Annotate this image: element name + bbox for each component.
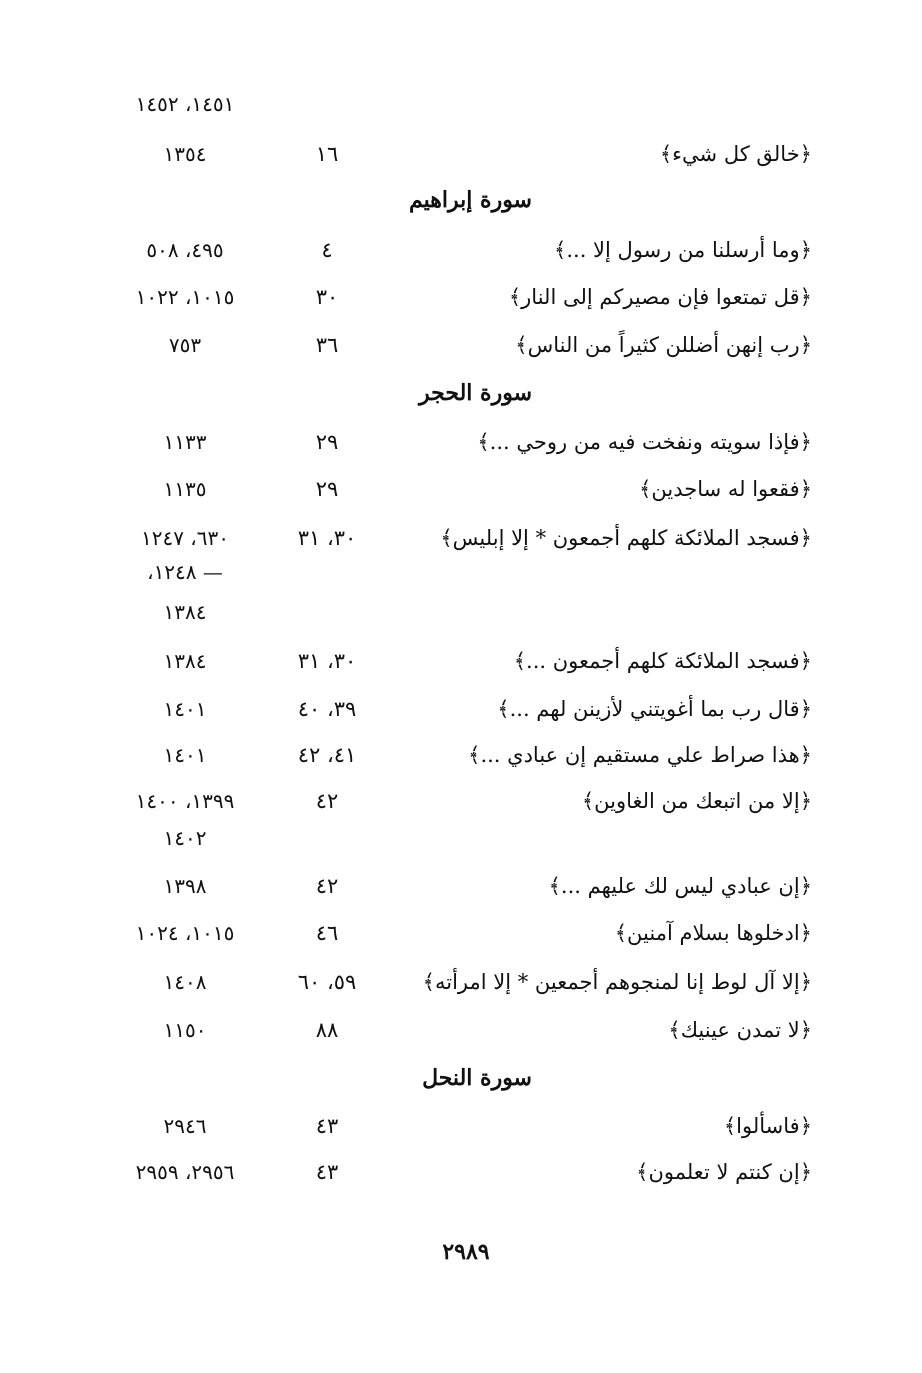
ayah-number: ٤١، ٤٢ [297,743,357,767]
page-refs: ١٣٨٤ [163,600,207,624]
page-refs: ١٤٥١، ١٤٥٢ [135,92,235,116]
ayah-number: ٤٣ [315,1160,339,1184]
page-refs: ١١٥٠ [163,1018,207,1042]
verse-text: ﴿إلا آل لوط إنا لمنجوهم أجمعين * إلا امرأته﴾ [422,970,812,994]
index-row [0,913,922,953]
ayah-number: ٤٢ [315,874,339,898]
page-refs: ١٠١٥، ١٠٢٢ [135,285,235,309]
page-refs: ٢٩٤٦ [163,1114,207,1138]
index-row [0,781,922,821]
verse-text: ﴿إلا من اتبعك من الغاوين﴾ [581,789,812,813]
ayah-number: ٣٩، ٤٠ [297,697,357,721]
page-refs: ١٤٠١ [163,743,207,767]
ayah-number: ٣٠، ٣١ [297,649,357,673]
index-row [0,325,922,365]
page-number: ٢٩٨٩ [442,1239,490,1265]
page-refs: ١٤٠٨ [163,970,207,994]
index-row [0,1010,922,1050]
page-refs: ٤٩٥، ٥٠٨ [146,238,224,262]
ayah-number: ١٦ [315,142,339,166]
index-row [0,277,922,317]
surah-heading-hijr: سورة الحجر [419,380,532,406]
verse-text: ﴿وما أرسلنا من رسول إلا ...﴾ [554,238,812,262]
ayah-number: ٥٩، ٦٠ [297,970,357,994]
page-refs: — ١٢٤٨، [147,560,223,584]
verse-text: ﴿فسجد الملائكة كلهم أجمعون * إلا إبليس﴾ [440,526,812,550]
verse-text: ﴿إن كنتم لا تعلمون﴾ [636,1160,812,1184]
verse-text: ﴿رب إنهن أضللن كثيراً من الناس﴾ [515,333,812,357]
page-refs: ١٣٥٤ [163,142,207,166]
page-refs: ١٣٨٤ [163,649,207,673]
verse-text: ﴿لا تمدن عينيك﴾ [668,1018,812,1042]
verse-text: ﴿فسجد الملائكة كلهم أجمعون ...﴾ [513,649,812,673]
verse-text: ﴿خالق كل شيء﴾ [659,142,812,166]
ayah-number: ٨٨ [315,1018,339,1042]
verse-text: ﴿ادخلوها بسلام آمنين﴾ [614,921,812,945]
verse-text: ﴿هذا صراط علي مستقيم إن عبادي ...﴾ [468,743,812,767]
page-refs: ١٣٩٨ [163,874,207,898]
ayah-number: ٤٣ [315,1114,339,1138]
index-row [0,1106,922,1146]
index-row [0,592,922,632]
verse-text: ﴿فقعوا له ساجدين﴾ [639,477,812,501]
index-row [0,962,922,1002]
page-refs: ١٤٠١ [163,697,207,721]
page-refs: ١١٣٣ [163,430,207,454]
index-row [0,866,922,906]
ayah-number: ٢٩ [315,430,339,454]
page-refs: ٧٥٣ [168,333,202,357]
page-refs: ١٤٠٢ [163,826,207,850]
index-row [0,469,922,509]
ayah-number: ٢٩ [315,477,339,501]
surah-heading-ibrahim: سورة إبراهيم [409,187,532,213]
page-refs: ١١٣٥ [163,477,207,501]
index-row [0,1152,922,1192]
ayah-number: ٤٦ [315,921,339,945]
index-row [0,84,922,124]
page-refs: ١٣٩٩، ١٤٠٠ [135,789,235,813]
index-row [0,422,922,462]
ayah-number: ٣٠ [315,285,339,309]
index-row [0,689,922,729]
verse-text: ﴿فإذا سويته ونفخت فيه من روحي ...﴾ [477,430,812,454]
index-row [0,230,922,270]
page-refs: ٦٣٠، ١٢٤٧ [140,526,229,550]
verse-text: ﴿قل تمتعوا فإن مصيركم إلى النار﴾ [508,285,812,309]
index-row [0,818,922,858]
page-refs: ٢٩٥٦، ٢٩٥٩ [135,1160,235,1184]
surah-heading-nahl: سورة النحل [422,1065,532,1091]
index-row [0,134,922,174]
index-row [0,641,922,681]
index-row [0,552,922,592]
index-row [0,735,922,775]
verse-text: ﴿فاسألوا﴾ [723,1114,812,1138]
ayah-number: ٣٠، ٣١ [297,526,357,550]
verse-text: ﴿قال رب بما أغويتني لأزينن لهم ...﴾ [497,697,812,721]
ayah-number: ٤ [321,238,333,262]
ayah-number: ٤٢ [315,789,339,813]
page-refs: ١٠١٥، ١٠٢٤ [135,921,235,945]
verse-text: ﴿إن عبادي ليس لك عليهم ...﴾ [548,874,812,898]
ayah-number: ٣٦ [315,333,339,357]
